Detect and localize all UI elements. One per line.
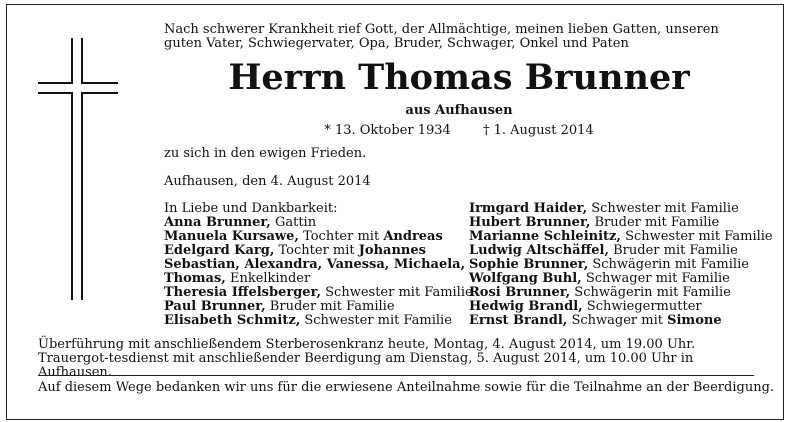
mourner-line: Paul Brunner, Bruder mit Familie [164, 299, 395, 314]
mourner-line: Edelgard Karg, Tochter mit Johannes [164, 243, 426, 258]
mourner-line: In Liebe und Dankbarkeit: [164, 201, 338, 216]
life-dates [164, 124, 754, 138]
mourner-line: Irmgard Haider, Schwester mit Familie [469, 201, 739, 216]
mourner-line: Manuela Kursawe, Tochter mit Andreas [164, 229, 443, 244]
mourner-line: Hubert Brunner, Bruder mit Familie [469, 215, 720, 230]
mourner-line: Thomas, Enkelkinder [164, 271, 311, 286]
mourners-right-column [469, 202, 773, 328]
mourner-line: Anna Brunner, Gattin [164, 215, 317, 230]
mourner-line: Elisabeth Schmitz, Schwester mit Familie [164, 313, 452, 328]
intro-text: Nach schwerer Krankheit rief Gott, der Allmächtige, meinen lieben Gatten, unseren guten Vater, Schwiegervater, Opa, Bruder, Schwager, Onkel und Paten [164, 22, 719, 51]
mourner-line: Sebastian, Alexandra, Vanessa, Michaela, [164, 257, 466, 272]
birth-date: * 13. Oktober 1934 [324, 123, 451, 138]
place-date: Aufhausen, den 4. August 2014 [164, 174, 371, 189]
mourner-line: Theresia Iffelsberger, Schwester mit Familie [164, 285, 473, 300]
mourner-line: Marianne Schleinitz, Schwester mit Familie [469, 229, 773, 244]
mourner-line: Ernst Brandl, Schwager mit Simone [469, 313, 722, 328]
mourner-line: Ludwig Altschäffel, Bruder mit Familie [469, 243, 738, 258]
death-date: † 1. August 2014 [482, 123, 594, 138]
funeral-info: Überführung mit anschließendem Sterberosenkranz heute, Montag, 4. August 2014, um 19.00 Uhr. Trauergot-tesdienst mit anschließender Beerdigung am Dienstag, 5. August 2014, um 10.00 Uhr in Aufhausen. [38, 337, 696, 380]
cross-icon [38, 38, 118, 300]
mourner-line: Wolfgang Buhl, Schwager mit Familie [469, 271, 730, 286]
deceased-name: Herrn Thomas Brunner [228, 57, 690, 98]
divider [38, 375, 754, 376]
origin-text: aus Aufhausen [405, 103, 513, 118]
mourners-left-column [164, 202, 473, 328]
mourner-line: Hedwig Brandl, Schwiegermutter [469, 299, 702, 314]
thanks-text: Auf diesem Wege bedanken wir uns für die erwiesene Anteilnahme sowie für die Teilnahme an der Beerdigung. [38, 380, 775, 395]
mourner-line: Sophie Brunner, Schwägerin mit Familie [469, 257, 749, 272]
peace-text: zu sich in den ewigen Frieden. [164, 146, 367, 161]
mourner-line: Rosi Brunner, Schwägerin mit Familie [469, 285, 731, 300]
